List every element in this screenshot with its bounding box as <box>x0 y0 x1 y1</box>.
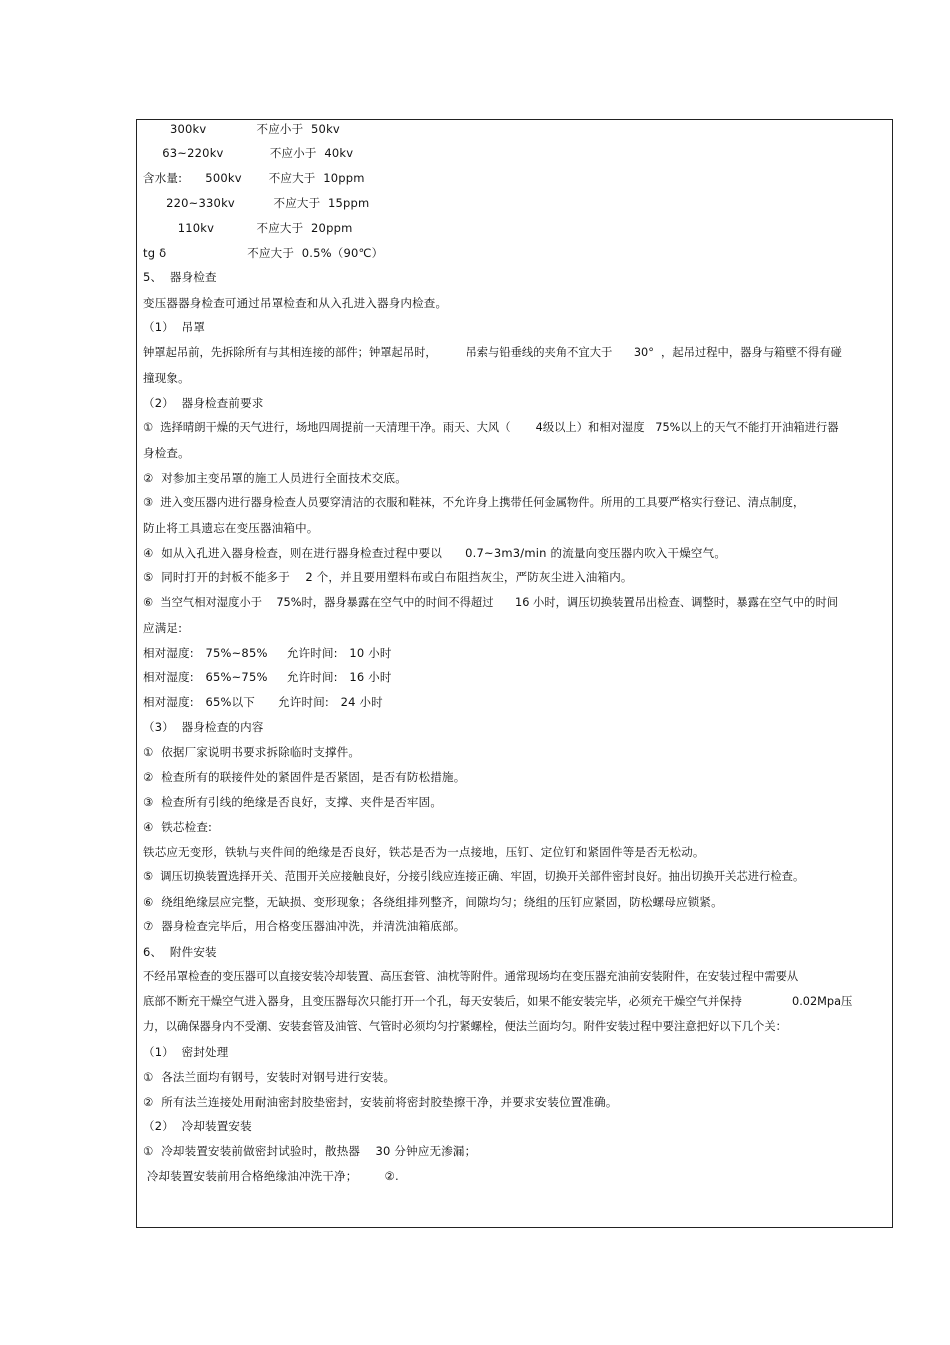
text-line: ⑤ 同时打开的封板不能多于 2 个，并且要用塑料布或白布阻挡灰尘，严防灰尘进入油箱内。 <box>143 570 633 584</box>
subsection-heading: （1） 密封处理 <box>143 1045 229 1059</box>
text-line: ① 依据厂家说明书要求拆除临时支撑件。 <box>143 745 361 759</box>
text-line: 防止将工具遗忘在变压器油箱中。 <box>143 521 319 535</box>
text-line: 相对湿度: 65%~75% 允许时间: 16 小时 <box>143 670 392 684</box>
text-line: ③ 检查所有引线的绝缘是否良好，支撑、夹件是否牢固。 <box>143 795 443 809</box>
section-heading: 6、 附件安装 <box>143 945 217 959</box>
text-line: ④ 铁芯检查: <box>143 820 213 834</box>
text-line: 不经吊罩检查的变压器可以直接安装冷却装置、高压套管、油枕等附件。通常现场均在变压器充油前安装附件，在安装过程中需要从 <box>143 970 799 983</box>
text-line: 含水量: 500kv 不应大于 10ppm <box>143 171 365 185</box>
text-line: ① 各法兰面均有钢号，安装时对钢号进行安装。 <box>143 1070 396 1084</box>
text-line: 撞现象。 <box>143 371 190 385</box>
text-line: 相对湿度: 75%~85% 允许时间: 10 小时 <box>143 646 392 660</box>
text-line: ③ 进入变压器内进行器身检查人员要穿清洁的衣服和鞋袜，不允许身上携带任何金属物件。所用的工具要严格实行登记、清点制度， <box>143 496 805 509</box>
text-line: 110kv 不应大于 20ppm <box>143 221 353 235</box>
text-line: tg δ 不应大于 0.5%（90℃） <box>143 246 384 260</box>
text-line: 变压器器身检查可通过吊罩检查和从入孔进入器身内检查。 <box>143 296 448 310</box>
text-line: 63~220kv 不应小于 40kv <box>143 146 354 160</box>
text-line: ⑦ 器身检查完毕后，用合格变压器油冲洗，并清洗油箱底部。 <box>143 919 466 933</box>
subsection-heading: （3） 器身检查的内容 <box>143 720 264 734</box>
subsection-heading: （2） 器身检查前要求 <box>143 396 264 410</box>
text-line: 身检查。 <box>143 446 190 460</box>
text-line: 应满足: <box>143 621 183 635</box>
text-line: 钟罩起吊前，先拆除所有与其相连接的部件；钟罩起吊时， 吊索与铅垂线的夹角不宜大于 30° ，起吊过程中，器身与箱壁不得有碰 <box>143 346 842 359</box>
text-line: 底部不断充干燥空气进入器身，且变压器每次只能打开一个孔，每天安装后，如果不能安装完毕，必须充干燥空气并保持 0.02Mpa压 <box>143 995 853 1008</box>
subsection-heading: （1） 吊罩 <box>143 320 206 334</box>
text-line: 相对湿度: 65%以下 允许时间: 24 小时 <box>143 695 383 709</box>
subsection-heading: （2） 冷却装置安装 <box>143 1119 252 1133</box>
text-line: 冷却装置安装前用合格绝缘油冲洗干净； ②. <box>143 1169 399 1183</box>
text-line: 力，以确保器身内不受潮、安装套管及油管、气管时必须均匀拧紧螺栓，便法兰面均匀。附件安装过程中要注意把好以下几个关： <box>143 1020 787 1033</box>
text-line: ⑥ 绕组绝缘层应完整，无缺损、变形现象；各绕组排列整齐，间隙均匀；绕组的压钉应紧固，防松螺母应锁紧。 <box>143 895 723 909</box>
text-line: 300kv 不应小于 50kv <box>143 122 340 136</box>
text-line: ② 检查所有的联接件处的紧固件是否紧固，是否有防松措施。 <box>143 770 466 784</box>
text-line: ① 冷却装置安装前做密封试验时，散热器 30 分钟应无渗漏； <box>143 1144 477 1158</box>
text-line: ① 选择晴朗干燥的天气进行，场地四周提前一天清理干净。雨天、大风（ 4级以上）和相对湿度 75%以上的天气不能打开油箱进行器 <box>143 421 839 434</box>
text-line: ② 所有法兰连接处用耐油密封胶垫密封，安装前将密封胶垫擦干净，并要求安装位置准确。 <box>143 1095 618 1109</box>
text-line: 220~330kv 不应大于 15ppm <box>143 196 370 210</box>
text-line: 铁芯应无变形，铁轨与夹件间的绝缘是否良好，铁芯是否为一点接地，压钉、定位钉和紧固件等是否无松动。 <box>143 845 705 859</box>
text-line: ② 对参加主变吊罩的施工人员进行全面技术交底。 <box>143 471 407 485</box>
text-line: ④ 如从入孔进入器身检查，则在进行器身检查过程中要以 0.7~3m3/min 的流量向变压器内吹入干燥空气。 <box>143 546 727 560</box>
text-line: ⑤ 调压切换装置选择开关、范围开关应接触良好，分接引线应连接正确、牢固，切换开关部件密封良好。抽出切换开关芯进行检查。 <box>143 870 805 883</box>
text-line: ⑥ 当空气相对湿度小于 75%时，器身暴露在空气中的时间不得超过 16 小时，调压切换装置吊出检查、调整时，暴露在空气中的时间 <box>143 596 839 609</box>
section-heading: 5、 器身检查 <box>143 270 217 284</box>
